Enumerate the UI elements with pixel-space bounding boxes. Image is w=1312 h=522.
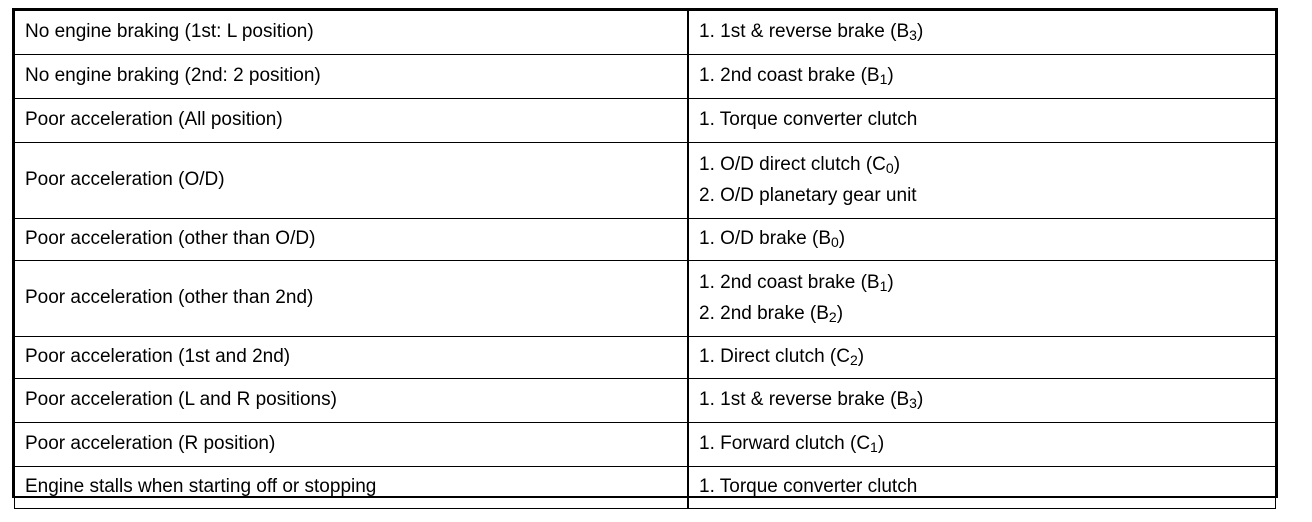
cause-cell [688,261,1276,337]
table-row [15,55,1276,99]
cause-item [699,105,1265,136]
cause-text: 1. 1st & reverse brake (B [699,21,910,43]
symptom-cell: Poor acceleration (other than 2nd) [15,261,689,337]
cause-cell [688,423,1276,467]
cause-subscript: 0 [831,234,839,251]
cause-item [699,472,1265,503]
cause-text: 1. 1st & reverse brake (B [699,389,910,411]
cause-item [699,150,1265,181]
table-row [15,467,1276,509]
table-row [15,11,1276,55]
symptom-cell: Poor acceleration (L and R positions) [15,379,689,423]
cause-item [699,224,1265,255]
cause-text-end: ) [887,271,894,293]
table-row [15,261,1276,337]
cause-text-end: ) [877,433,885,455]
symptom-cell: Poor acceleration (R position) [15,423,689,467]
table-row [15,337,1276,379]
cause-text: 2. O/D planetary gear unit [699,184,917,206]
cause-subscript: 0 [885,159,894,176]
symptom-cell: Poor acceleration (other than O/D) [15,219,689,261]
table-row [15,379,1276,423]
cause-text: 1. 2nd coast brake (B [699,65,880,87]
cause-item [699,17,1265,48]
cause-item [699,385,1265,416]
cause-cell [688,99,1276,143]
cause-item [699,342,1265,373]
cause-subscript: 1 [879,71,888,88]
cause-text-end: ) [887,65,894,87]
cause-cell [688,219,1276,261]
cause-item [699,268,1265,299]
cause-subscript: 2 [849,352,858,369]
cause-text-end: ) [836,302,844,324]
cause-cell [688,337,1276,379]
cause-subscript: 3 [909,395,917,412]
cause-item [699,181,1265,212]
cause-text: 1. 2nd coast brake (B [699,271,880,293]
symptom-cell: Poor acceleration (All position) [15,99,689,143]
cause-item [699,299,1265,330]
cause-subscript: 1 [870,439,878,456]
symptom-cell: Poor acceleration (1st and 2nd) [15,337,689,379]
symptom-cell: Engine stalls when starting off or stopping [15,467,689,509]
cause-cell [688,467,1276,509]
cause-text: 1. O/D direct clutch (C [699,153,886,175]
cause-text-end: ) [893,153,901,175]
troubleshooting-table-frame [12,8,1278,498]
cause-item [699,429,1265,460]
cause-cell [688,11,1276,55]
cause-cell [688,379,1276,423]
cause-text: 1. O/D brake (B [699,228,831,250]
cause-text-end: ) [916,389,924,411]
cause-text: 1. Direct clutch (C [699,346,850,368]
cause-text: 1. Torque converter clutch [699,109,918,131]
cause-text-end: ) [916,21,924,43]
cause-text-end: ) [838,228,846,250]
table-row [15,423,1276,467]
cause-item [699,61,1265,92]
troubleshooting-table [14,10,1276,509]
table-row [15,143,1276,219]
cause-text: 1. Torque converter clutch [699,476,918,498]
symptom-cell: No engine braking (1st: L position) [15,11,689,55]
symptom-cell: No engine braking (2nd: 2 position) [15,55,689,99]
cause-text: 1. Forward clutch (C [699,433,871,455]
cause-cell [688,55,1276,99]
cause-text-end: ) [857,346,865,368]
cause-text: 2. 2nd brake (B [699,302,829,324]
cause-subscript: 1 [879,277,888,294]
cause-subscript: 3 [909,27,917,44]
symptom-cell: Poor acceleration (O/D) [15,143,689,219]
cause-subscript: 2 [828,308,837,325]
table-row [15,99,1276,143]
table-row [15,219,1276,261]
cause-cell [688,143,1276,219]
